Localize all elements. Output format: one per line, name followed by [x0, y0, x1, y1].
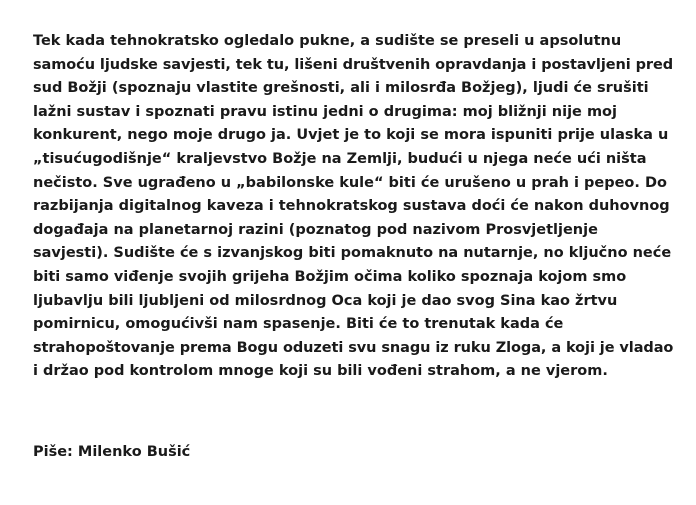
paragraph-line: biti samo viđenje svojih grijeha Božjim očima koliko spoznaja kojom smo: [33, 268, 627, 285]
paragraph-line: „tisućugodišnje“ kraljevstvo Božje na Zemlji, budući u njega neće ući ništa: [33, 150, 647, 167]
paragraph-line: Tek kada tehnokratsko ogledalo pukne, a sudište se preseli u apsolutnu: [33, 33, 622, 49]
paragraph-line: događaja na planetarnoj razini (poznatog pod nazivom Prosvjetljenje: [33, 221, 598, 238]
paragraph-line: nečisto. Sve ugrađeno u „babilonske kule“ biti će urušeno u prah i pepeo. Do: [33, 174, 667, 191]
paragraph-line: sud Božji (spoznaju vlastite grešnosti, ali i milosrđa Božjeg), ljudi će srušiti: [33, 80, 649, 97]
paragraph-line: pomirnicu, omogućivši nam spasenje. Biti će to trenutak kada će: [33, 316, 564, 333]
article-paragraph: [33, 30, 673, 384]
paragraph-line: strahopoštovanje prema Bogu oduzeti svu snagu iz ruku Zloga, a koji je vladao: [33, 339, 674, 356]
author-byline: Piše: Milenko Bušić: [33, 444, 191, 460]
paragraph-line: ljubavlju bili ljubljeni od milosrdnog Oca koji je dao svog Sina kao žrtvu: [33, 292, 618, 309]
paragraph-line: i držao pod kontrolom mnoge koji su bili vođeni strahom, a ne vjerom.: [33, 363, 608, 380]
paragraph-line: samoću ljudske savjesti, tek tu, lišeni društvenih opravdanja i postavljeni pred: [33, 56, 674, 73]
paragraph-line: lažni sustav i spoznati pravu istinu jedni o drugima: moj bližnji nije moj: [33, 103, 617, 120]
paragraph-line: konkurent, nego moje drugo ja. Uvjet je to koji se mora ispuniti prije ulaska u: [33, 127, 669, 144]
paragraph-line: razbijanja digitalnog kaveza i tehnokratskog sustava doći će nakon duhovnog: [33, 198, 670, 215]
paragraph-line: savjesti). Sudište će s izvanjskog biti pomaknuto na nutarnje, no ključno neće: [33, 245, 672, 262]
